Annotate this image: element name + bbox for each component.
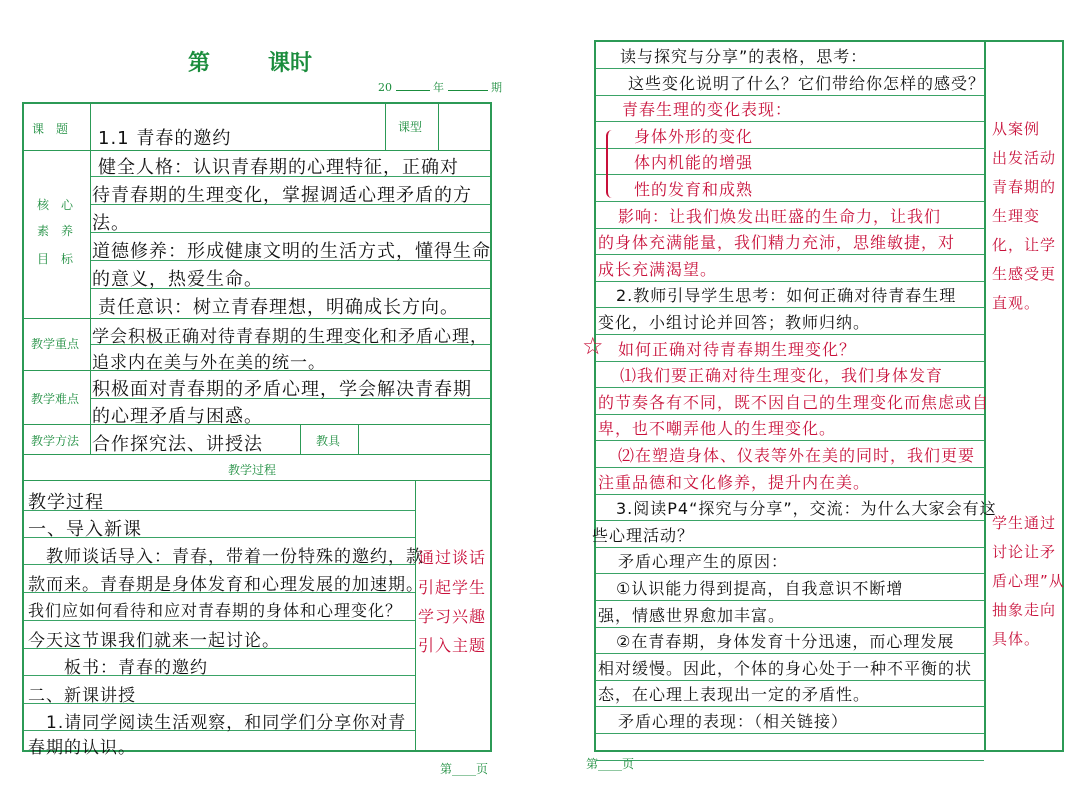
margin-note-line: 从案例 (992, 120, 1041, 138)
ruled-line (596, 95, 984, 96)
core-line: 法。 (92, 213, 130, 234)
right-text-line: 青春生理的变化表现： (622, 100, 793, 119)
margin-note: 学习兴趣 (418, 607, 487, 626)
left-page (0, 0, 520, 810)
process-line: 我们应如何看待和应对青春期的身体和心理变化？ (28, 601, 403, 620)
ruled-line (596, 520, 984, 521)
right-page (540, 0, 1080, 810)
right-text-line: 强，情感世界愈加丰富。 (598, 606, 786, 625)
process-line: 今天这节课我们就来一起讨论。 (28, 631, 280, 651)
right-text-line: 相对缓慢。因此，个体的身心处于一种不平衡的状 (598, 659, 973, 678)
label-process: 教学过程 (228, 463, 277, 477)
process-line: 教学过程 (28, 492, 104, 513)
bracket-mark (606, 130, 616, 198)
right-text-line: ⑴我们要正确对待生理变化，我们身体发育 (620, 366, 944, 385)
margin-note-line: 学生通过 (992, 514, 1057, 532)
margin-note: 引起学生 (418, 578, 487, 597)
process-line: 1.请同学阅读生活观察，和同学们分享你对青 (28, 713, 407, 733)
ruled-line (596, 573, 984, 574)
ruled-line (596, 653, 984, 654)
label-tools: 教具 (316, 434, 341, 448)
ruled-line (596, 121, 984, 122)
margin-note-line: 生理变 (992, 207, 1041, 225)
core-line: 健全人格：认识青春期的心理特征，正确对 (98, 157, 459, 178)
topic-text: 1.1 青春的邀约 (98, 128, 232, 149)
right-text-line: 矛盾心理的表现：（相关链接） (618, 712, 849, 731)
ruled-line (596, 174, 984, 175)
core-line: 道德修养：形成健康文明的生活方式，懂得生命 (92, 241, 491, 262)
process-line: 款而来。青春期是身体发育和心理发展的加速期。 (28, 575, 424, 595)
ruled-line (596, 228, 984, 229)
ruled-line (596, 148, 984, 149)
ruled-line (596, 440, 984, 441)
margin-note-line: 抽象走向 (992, 601, 1057, 619)
date-year: 年 (433, 81, 444, 94)
margin-note-line: 具体。 (992, 630, 1041, 648)
margin-note-line: 直观。 (992, 294, 1041, 312)
core-line: 的意义，热爱生命。 (92, 269, 263, 290)
core-line: 待青春期的生理变化，掌握调适心理矛盾的方 (92, 185, 472, 206)
method-text: 合作探究法、讲授法 (92, 434, 263, 455)
right-text-line: 成长充满渴望。 (598, 260, 718, 279)
process-line: 二、新课讲授 (28, 686, 136, 706)
date-line (378, 79, 502, 95)
ruled-line (596, 627, 984, 628)
key-line: 追求内在美与外在美的统一。 (92, 353, 326, 373)
key-line: 学会积极正确对待青春期的生理变化和矛盾心理， (92, 327, 488, 347)
label-type: 课型 (398, 120, 423, 134)
right-text-line: 的节奏各有不同，既不因自己的生理变化而焦虑或自 (598, 393, 990, 412)
ruled-line (596, 254, 984, 255)
right-text-line: 态，在心理上表现出一定的矛盾性。 (598, 685, 871, 704)
margin-note: 引入主题 (418, 636, 487, 655)
right-page-footer: 第____页 (586, 757, 635, 771)
label-method: 教学方法 (31, 434, 80, 448)
right-text-line: 3.阅读P4“探究与分享”，交流：为什么大家会有这 (616, 499, 997, 518)
label-topic: 课 题 (32, 122, 69, 136)
ruled-line (596, 467, 984, 468)
ruled-line (596, 68, 984, 69)
right-text-line: ②在青春期，身体发育十分迅速，而心理发展 (616, 632, 955, 651)
right-text-line: 读与探究与分享”的表格，思考： (620, 47, 868, 66)
date-term: 期 (491, 81, 502, 94)
right-text-line: 这些变化说明了什么？它们带给你怎样的感受？ (628, 74, 986, 93)
right-text-line: 性的发育和成熟 (634, 180, 754, 199)
right-text-line: ①认识能力得到提高，自我意识不断增 (616, 579, 904, 598)
process-line: 板书：青春的邀约 (28, 658, 208, 678)
difficult-line: 积极面对青春期的矛盾心理，学会解决青春期 (92, 379, 472, 400)
ruled-line (596, 201, 984, 202)
right-text-line: 的身体充满能量，我们精力充沛，思维敏捷，对 (598, 233, 956, 252)
ruled-line (596, 680, 984, 681)
right-text-line: 影响：让我们焕发出旺盛的生命力，让我们 (618, 207, 942, 226)
ruled-line (596, 760, 984, 761)
ruled-line (596, 361, 984, 362)
margin-note-line: 讨论让矛 (992, 543, 1057, 561)
ruled-line (596, 387, 984, 388)
ruled-line (596, 706, 984, 707)
star-icon: ☆ (582, 332, 604, 360)
ruled-line (596, 494, 984, 495)
ruled-line (596, 414, 984, 415)
right-text-line: 变化，小组讨论并回答；教师归纳。 (598, 313, 871, 332)
label-core-2: 素 养 (37, 224, 74, 238)
title-di: 第 (188, 50, 211, 76)
left-page-footer: 第____页 (440, 762, 489, 776)
date-prefix: 20 (378, 81, 392, 94)
ruled-line (596, 334, 984, 335)
label-core-1: 核 心 (37, 198, 74, 212)
margin-note-line: 盾心理”从 (992, 572, 1065, 590)
label-core-3: 目 标 (37, 252, 74, 266)
right-text-line: 些心理活动？ (592, 526, 695, 545)
right-text-line: 矛盾心理产生的原因： (618, 552, 789, 571)
right-text-line: 如何正确对待青春期生理变化？ (618, 340, 857, 359)
core-line: 责任意识：树立青春理想，明确成长方向。 (98, 297, 459, 318)
right-text-line: 体内机能的增强 (634, 153, 754, 172)
ruled-line (596, 733, 984, 734)
margin-note: 通过谈话 (418, 548, 487, 567)
ruled-line (596, 307, 984, 308)
margin-note-line: 青春期的 (992, 178, 1057, 196)
title-keshi: 课时 (268, 50, 313, 76)
process-line: 一、导入新课 (28, 519, 142, 540)
difficult-line: 的心理矛盾与困惑。 (92, 406, 263, 427)
right-text-line: ⑵在塑造身体、仪表等外在美的同时，我们更要 (618, 446, 976, 465)
right-text-line: 注重品德和文化修养，提升内在美。 (598, 473, 871, 492)
ruled-line (596, 600, 984, 601)
margin-note-line: 出发活动 (992, 149, 1057, 167)
label-key: 教学重点 (31, 337, 80, 351)
ruled-line (596, 547, 984, 548)
right-text-line: 身体外形的变化 (634, 127, 754, 146)
process-line: 教师谈话导入：青春，带着一份特殊的邀约，款 (28, 547, 424, 567)
process-line: 春期的认识。 (28, 738, 136, 758)
margin-note-line: 化，让学 (992, 236, 1057, 254)
ruled-line (596, 281, 984, 282)
label-difficult: 教学难点 (31, 392, 80, 406)
margin-note-line: 生感受更 (992, 265, 1057, 283)
right-text-line: 卑，也不嘲弄他人的生理变化。 (598, 419, 837, 438)
right-text-line: 2.教师引导学生思考：如何正确对待青春生理 (616, 286, 957, 305)
